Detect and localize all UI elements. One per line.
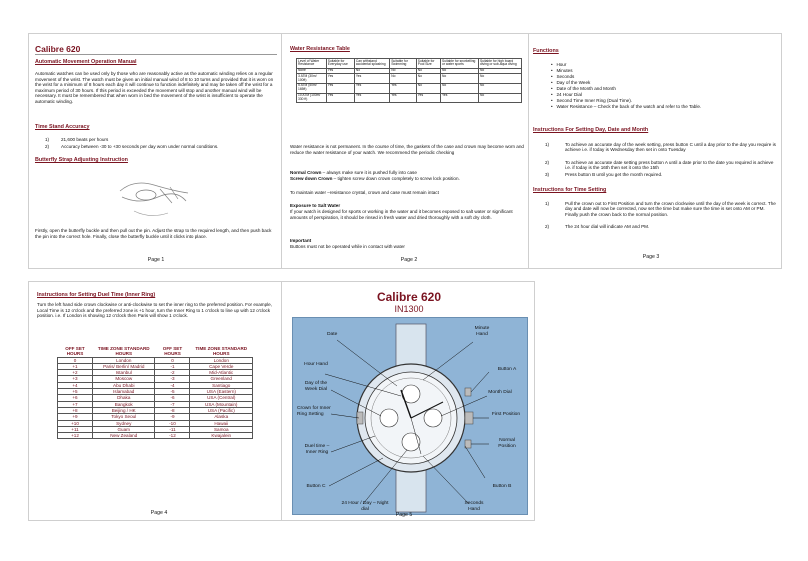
label-normal-position: Normal Position bbox=[498, 438, 516, 449]
list-item: To achieve an accurate day of the week setting, press button C until a day prior to the day you require is achieve i.e. if today is Wednesday then set in onto Tuesday bbox=[565, 142, 776, 153]
table-cell: No bbox=[479, 83, 522, 93]
table-cell: -1 bbox=[155, 363, 190, 369]
manual-page-5 bbox=[281, 281, 535, 521]
list-number: 2) bbox=[545, 224, 550, 229]
page-number: Page 4 bbox=[150, 510, 168, 516]
paragraph: Automatic watches can be used only by those who are reasonably active as the automatic winding relies on a regular movement of the wrist. The watch must be given an initial manual wind of 8 to 10 turns and provided that it is worn on the wrist for a minimum of 8 hours each day it will continue to function indefinitely and may be taken off the wrist for a maximum period of 30 hours. If this period is exceeded the movement will stop and another manual wind will be necessary. It must be remembered that when worn in bed the movement of the wrist is insufficient to operate the automatic winding. bbox=[35, 71, 274, 104]
crown-note-screw bbox=[290, 176, 528, 182]
table-cell: No bbox=[416, 68, 440, 74]
table-cell: Yes bbox=[354, 93, 389, 103]
paragraph: Buttons must not be operated while in contact with water bbox=[290, 244, 405, 249]
table-cell: -3 bbox=[155, 376, 190, 382]
section-heading: Instructions for Time Setting bbox=[533, 187, 607, 193]
table-cell: +10 bbox=[58, 420, 93, 426]
label-date: Date bbox=[327, 332, 338, 337]
label-button-a: Button A bbox=[497, 367, 517, 372]
list-item: Press button B until you get the month required. bbox=[565, 172, 663, 177]
table-cell: 3 ATM (30m/ 100ft) bbox=[297, 74, 327, 84]
table-cell: Samoa bbox=[190, 426, 253, 432]
header-cell: Suitable for Everyday use bbox=[326, 59, 354, 69]
table-cell: No bbox=[390, 68, 417, 74]
bullet-text: Seconds bbox=[556, 74, 575, 79]
watch-diagram-panel bbox=[292, 317, 528, 515]
table-cell: +12 bbox=[58, 433, 93, 439]
manual-page-1 bbox=[28, 33, 282, 269]
bullet-item: • Hour bbox=[551, 62, 567, 67]
table-cell: Greenland bbox=[190, 376, 253, 382]
bullet-text: Second Time Inner Ring (Dual Time). bbox=[556, 98, 633, 103]
table-cell: USA (Mountain) bbox=[190, 401, 253, 407]
bullet-item: • Minutes bbox=[551, 68, 573, 73]
table-cell: -9 bbox=[155, 414, 190, 420]
butterfly-buckle-illustration bbox=[114, 171, 194, 223]
page-number: Page 2 bbox=[400, 257, 418, 263]
section-heading: Water Resistance Table bbox=[290, 46, 350, 52]
table-cell: -10 bbox=[155, 420, 190, 426]
bullet-item: • Day of the Week bbox=[551, 80, 591, 85]
list-number: 1) bbox=[545, 142, 550, 147]
table-cell: +9 bbox=[58, 414, 93, 420]
list-item: 21,600 beats per hours bbox=[61, 137, 109, 142]
section-heading: Automatic Movement Operation Manual bbox=[35, 59, 137, 65]
table-cell: Guam bbox=[93, 426, 155, 432]
table-cell: Yes bbox=[326, 83, 354, 93]
header-cell: Suitable for high board diving or sub-aqua diving bbox=[479, 59, 522, 69]
table-cell: +7 bbox=[58, 401, 93, 407]
table-cell: -5 bbox=[155, 389, 190, 395]
table-row bbox=[297, 74, 522, 84]
table-cell: No bbox=[479, 93, 522, 103]
table-cell: 5 ATM (50m/ 165ft) bbox=[297, 83, 327, 93]
table-header-row bbox=[297, 59, 522, 69]
label-crown-inner-ring: Crown for Inner Ring Setting bbox=[297, 406, 331, 417]
table-cell: Dhaka bbox=[93, 395, 155, 401]
page-number: Page 5 bbox=[395, 512, 413, 518]
table-cell: 0 bbox=[155, 357, 190, 363]
header-cell: OFF SET HOURS bbox=[162, 346, 183, 357]
manual-page-3 bbox=[528, 33, 782, 269]
label-first-position: First Position bbox=[491, 412, 521, 417]
table-cell: -4 bbox=[155, 382, 190, 388]
table-cell: No bbox=[354, 68, 389, 74]
table-cell: +1 bbox=[58, 363, 93, 369]
list-number: 1) bbox=[545, 201, 550, 206]
table-cell: Sydney bbox=[93, 420, 155, 426]
table-cell: -12 bbox=[155, 433, 190, 439]
table-cell: None bbox=[297, 68, 327, 74]
table-cell: -6 bbox=[155, 395, 190, 401]
subheading: Exposure to Salt Water bbox=[290, 203, 341, 208]
table-cell: Islamabad bbox=[93, 389, 155, 395]
table-cell: New Zealand bbox=[93, 433, 155, 439]
page-number: Page 1 bbox=[147, 257, 165, 263]
manual-page-4 bbox=[28, 281, 282, 521]
table-cell: No bbox=[479, 68, 522, 74]
list-number: 3) bbox=[545, 172, 550, 177]
crown-note-normal bbox=[290, 170, 528, 176]
table-cell: +3 bbox=[58, 376, 93, 382]
label-minute-hand: Minute Hand bbox=[474, 326, 490, 337]
table-cell: USA (Pacific) bbox=[190, 407, 253, 413]
page-number: Page 3 bbox=[642, 254, 660, 260]
table-cell: Mid-Atlantic bbox=[190, 370, 253, 376]
table-cell: Alaska bbox=[190, 414, 253, 420]
table-cell: +11 bbox=[58, 426, 93, 432]
label-hour-hand: Hour Hand bbox=[304, 362, 328, 367]
subheading: Important bbox=[290, 238, 312, 243]
term-description: – tighten screw down crown completely to screw lock position. bbox=[332, 176, 460, 181]
list-number: 1) bbox=[45, 137, 50, 142]
table-cell: Yes bbox=[390, 93, 417, 103]
section-heading: Time Stand Accuracy bbox=[35, 124, 90, 130]
table-row bbox=[297, 83, 522, 93]
table-cell: 10 ATM (100m/ 330 ft) bbox=[297, 93, 327, 103]
bullet-text: Hour bbox=[556, 62, 567, 67]
bullet-item: • 24 Hour Dial bbox=[551, 92, 582, 97]
label-button-c: Button C bbox=[306, 484, 326, 489]
diagram-title: Calibre 620 bbox=[376, 290, 442, 304]
table-cell: Yes bbox=[354, 74, 389, 84]
table-cell: Yes bbox=[441, 93, 479, 103]
term: Screw down Crown bbox=[290, 176, 333, 181]
paragraph: Water resistance is not permanent. In the course of time, the gaskets of the case and crown may become worn and reduce the water resistance of your watch. We recommend the periodic checking bbox=[290, 144, 524, 155]
table-cell: No bbox=[441, 68, 479, 74]
table-cell: Hawaii bbox=[190, 420, 253, 426]
table-cell: Tokyo Seoul bbox=[93, 414, 155, 420]
table-cell: No bbox=[416, 83, 440, 93]
bullet-text: 24 Hour Dial bbox=[556, 92, 582, 97]
table-cell: +8 bbox=[58, 407, 93, 413]
header-cell: Suitable for Pool Size bbox=[416, 59, 440, 69]
label-24-hour-dial: 24 Hour / Day – Night dial bbox=[341, 501, 389, 512]
model-number: IN1300 bbox=[394, 304, 424, 314]
table-cell: No bbox=[441, 74, 479, 84]
section-heading: Functions bbox=[533, 48, 559, 54]
table-cell: Yes bbox=[326, 93, 354, 103]
label-button-b: Button B bbox=[492, 484, 512, 489]
header-cell: OFF SET HOURS bbox=[65, 346, 85, 357]
manual-page-2 bbox=[281, 33, 535, 269]
table-cell: +5 bbox=[58, 389, 93, 395]
table-cell: London bbox=[93, 357, 155, 363]
list-item: To achieve an accurate date setting press button A until a date prior to the date you required is achieve i.e. if today is the 16th then set it onto the 15th bbox=[565, 160, 774, 171]
header-cell: TIME ZONE STANDARD HOURS bbox=[97, 346, 150, 357]
table-row bbox=[58, 433, 253, 439]
bullet-item: • Seconds bbox=[551, 74, 575, 79]
title-divider bbox=[35, 54, 277, 55]
table-cell: No bbox=[441, 83, 479, 93]
table-cell: +6 bbox=[58, 395, 93, 401]
table-cell: Kwajalein bbox=[190, 433, 253, 439]
section-heading: Instructions For Setting Day, Date and Month bbox=[533, 127, 649, 133]
table-cell: -7 bbox=[155, 401, 190, 407]
table-cell: No bbox=[416, 74, 440, 84]
header-cell: Suitable for Swimming bbox=[390, 59, 417, 69]
table-cell: USA (Eastern) bbox=[190, 389, 253, 395]
bullet-text: Minutes bbox=[556, 68, 573, 73]
page-title: Calibre 620 bbox=[35, 44, 81, 54]
table-cell: Paris/ Berlin/ Madrid bbox=[93, 363, 155, 369]
water-resistance-table bbox=[296, 58, 522, 103]
list-number: 2) bbox=[545, 160, 550, 165]
paragraph: Firstly, open the butterfly buckle and then pull out the pin. Adjust the strap to the required length, and then push back the pin into the correct hole. Finally, close the butterfly buckle until it clicks into place. bbox=[35, 228, 272, 239]
time-zone-table bbox=[57, 346, 253, 439]
table-header-row bbox=[58, 346, 253, 357]
table-cell: Cape Verde bbox=[190, 363, 253, 369]
bullet-item: • Date of the Month and Month bbox=[551, 86, 616, 91]
list-item: Accuracy between -30 to +30 seconds per day worn under normal conditions. bbox=[61, 144, 219, 149]
table-cell: Yes bbox=[326, 74, 354, 84]
bullet-text: Day of the Week bbox=[556, 80, 591, 85]
header-cell: TIME ZONE STANDARD HOURS bbox=[195, 346, 248, 357]
table-cell: No bbox=[390, 74, 417, 84]
table-cell: +2 bbox=[58, 370, 93, 376]
label-month-dial: Month Dial bbox=[488, 390, 512, 395]
bullet-text: Water Resistance – Check the back of the watch and refer to the Table. bbox=[556, 104, 702, 109]
paragraph: To maintain water –resistance crystal, crown and case must remain intact bbox=[290, 190, 439, 195]
label-day-of-week-dial: Day of the Week Dial bbox=[304, 381, 328, 392]
table-cell: 0 bbox=[58, 357, 93, 363]
table-cell: Istanbul bbox=[93, 370, 155, 376]
table-cell: -11 bbox=[155, 426, 190, 432]
table-cell: -8 bbox=[155, 407, 190, 413]
table-cell: No bbox=[479, 74, 522, 84]
table-cell: Yes bbox=[326, 68, 354, 74]
list-number: 2) bbox=[45, 144, 50, 149]
label-duel-time-inner-ring: Duel time – Inner Ring bbox=[304, 444, 330, 455]
table-cell: Bangkok bbox=[93, 401, 155, 407]
term: Normal Crown bbox=[290, 170, 322, 175]
paragraph: Turn the left hand side crown clockwise or anti-clockwise to set the inner ring to the preferred position. For example, Local Time is 12 o'clock and the preferred zone is +1 hour, turn the Inner Ring to 1 o'clock to line up with 12 o'clock position. i.e. If London is showing 12 o'clock then Paris will show 1 o'clock. bbox=[37, 302, 272, 319]
table-cell: London bbox=[190, 357, 253, 363]
table-cell: Yes bbox=[416, 93, 440, 103]
table-cell: -2 bbox=[155, 370, 190, 376]
table-cell: Moscow bbox=[93, 376, 155, 382]
header-cell: Level of Water Resistance bbox=[297, 59, 327, 69]
section-heading: Instructions for Setting Duel Time (Inner Ring) bbox=[37, 292, 156, 298]
table-row bbox=[297, 93, 522, 103]
table-cell: Yes bbox=[354, 83, 389, 93]
header-cell: Suitable for snorkelling or water sports bbox=[441, 59, 479, 69]
table-cell: Abu Dhabi bbox=[93, 382, 155, 388]
paragraph: If your watch is designed for sports or working in the water and it becomes exposed to salt water or significant amounts of perspiration, it should be rinsed in fresh water and dried thoroughly with a soft dry cloth. bbox=[290, 209, 513, 220]
table-cell: Yes bbox=[390, 83, 417, 93]
bullet-item: • Second Time Inner Ring (Dual Time). bbox=[551, 98, 633, 103]
table-cell: Beijing / HK bbox=[93, 407, 155, 413]
list-item: The 24 hour dial will indicate AM and PM. bbox=[565, 224, 650, 229]
table-cell: Santiago bbox=[190, 382, 253, 388]
header-cell: Can withstand accidental splashing bbox=[354, 59, 389, 69]
term-description: – always make sure it is pushed fully into case bbox=[321, 170, 417, 175]
bullet-text: Date of the Month and Month bbox=[556, 86, 616, 91]
list-item: Pull the crown out to First Position and turn the crown clockwise until the day of the week is correct. The day and date will now be corrected, now set the time but make sure the time is set onto AM or PM. Finally push the crown back to the normal position. bbox=[565, 201, 776, 217]
bullet-item: • Water Resistance – Check the back of the watch and refer to the Table. bbox=[551, 104, 702, 109]
table-cell: +4 bbox=[58, 382, 93, 388]
label-seconds-hand: Seconds Hand bbox=[464, 501, 484, 512]
table-cell: USA (Central) bbox=[190, 395, 253, 401]
section-heading: Butterfly Strap Adjusting Instruction bbox=[35, 157, 128, 163]
